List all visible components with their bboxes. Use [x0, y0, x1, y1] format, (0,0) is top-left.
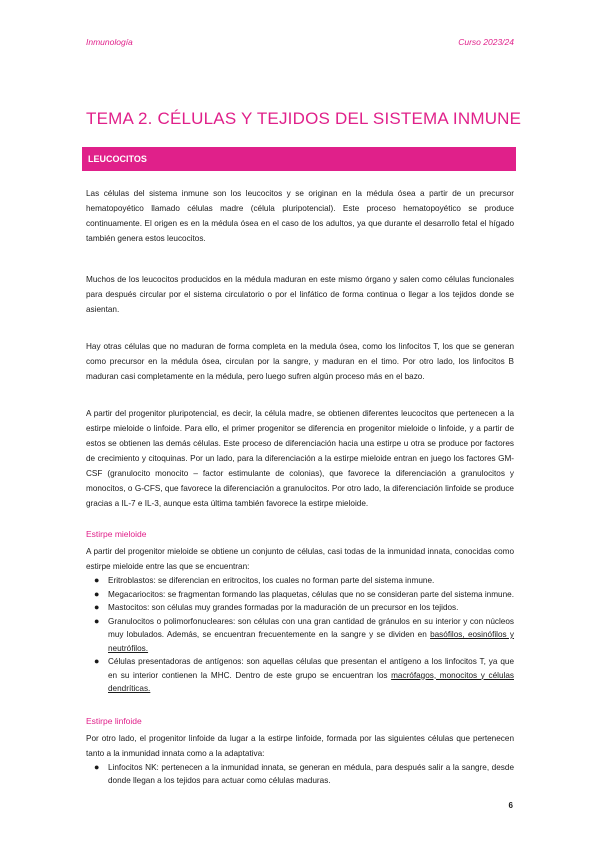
underlined-text: macrófagos, monocitos y células dendríticas. [108, 670, 514, 693]
underlined-text: basófilos, eosinófilos y neutrófilos. [108, 630, 515, 653]
bullet-icon: ● [94, 602, 100, 612]
linfoide-list [86, 761, 514, 788]
paragraph: A partir del progenitor pluripotencial, es decir, la célula madre, se obtienen diferentes leucocitos que pertenecen a la estirpe mieloide o linfoide. Para ello, el primer progenitor se diferencia en progenitor mieloide o linfoide, y a partir de estos se obtienen las demás células. Este proceso de diferenciación hacia una estirpe u otra se produce por factores de crecimiento y citoquinas. Por un lado, para la diferenciación a la estirpe mieloide entran en juego los factores GM-CSF (granulocito monocito – factor estimulante de colonias), que favorece la diferenciación a granulocitos y monocitos, o G-CFS, que favorece la diferenciación a granulocitos. Por otro lado, la diferenciación linfoide se produce gracias a IL-7 e IL-3, aunque esta última también favorece la estirpe mieloide. [86, 409, 514, 508]
paragraph: Por otro lado, el progenitor linfoide da lugar a la estirpe linfoide, formada por las siguientes células que pertenecen tanto a la inmunidad innata como a la adaptativa: [86, 733, 514, 758]
bullet-icon: ● [94, 656, 100, 666]
header-subject: Inmunología [86, 37, 133, 47]
paragraph: Hay otras células que no maduran de forma completa en la medula ósea, como los linfocitos T, los que se generan como precursor en la médula ósea, circulan por la sangre, y maduran en el timo. Por otro lado, los linfocitos B maduran casi completamente en la médula, pero luego sufren algún proceso más en el bazo. [86, 342, 514, 381]
document-body [86, 186, 514, 788]
subheading-linfoide: Estirpe linfoide [86, 715, 142, 726]
list-item: ● Células presentadoras de antígenos: son aquellas células que presentan el antígeno a los linfocitos T, ya que en su interior contienen la MHC. Dentro de este grupo se encuentran los macrófagos, monocitos y células dendríticas. [94, 656, 514, 693]
bullet-icon: ● [94, 588, 100, 599]
section-heading: LEUCOCITOS [82, 147, 516, 171]
list-item: ● Linfocitos NK: pertenecen a la inmunidad innata, se generan en médula, para después salir a la sangre, desde donde llegan a los tejidos para actuar como células maduras. [94, 761, 514, 785]
bullet-icon: ● [94, 575, 100, 585]
mieloide-list [86, 574, 514, 696]
bullet-icon: ● [94, 761, 100, 772]
paragraph: A partir del progenitor mieloide se obtiene un conjunto de células, casi todas de la inmunidad innata, conocidas como estirpe mieloide entre las que se encuentran: [86, 547, 514, 571]
page-number: 6 [508, 801, 513, 810]
list-item: ● Eritroblastos: se diferencian en eritrocitos, los cuales no forman parte del sistema inmune. [108, 574, 514, 588]
subheading-mieloide: Estirpe mieloide [86, 529, 147, 539]
list-item: ● Megacariocitos: se fragmentan formando las plaquetas, células que no se consideran parte del sistema inmune. [108, 588, 514, 602]
paragraph: Las células del sistema inmune son los leucocitos y se originan en la médula ósea a partir de un precursor hematopoyético llamado células madre (célula pluripotencial). Este proceso hematopoyético se produce continuamente. El origen es en la médula ósea en el caso de los adultos, ya que durante el desarrollo fetal el hígado también genera estos leucocitos. [86, 189, 514, 243]
page-title: TEMA 2. CÉLULAS Y TEJIDOS DEL SISTEMA INMUNE [86, 109, 522, 128]
paragraph: Muchos de los leucocitos producidos en la médula maduran en este mismo órgano y salen como células funcionales para después circular por el sistema circulatorio o por el linfático de forma continua o llegar a los tejidos donde se asientan. [86, 275, 514, 314]
list-item: ● Mastocitos: son células muy grandes formadas por la maduración de un precursor en los tejidos. [108, 601, 514, 615]
bullet-icon: ● [94, 615, 100, 626]
list-item: ● Granulocitos o polimorfonucleares: son células con una gran cantidad de gránulos en su interior y con núcleos muy lobulados. Además, se encuentran frecuentemente en la sangre y se dividen en basófilos, eosinófilos y neutrófilos. [94, 615, 515, 653]
header-course: Curso 2023/24 [458, 37, 514, 47]
